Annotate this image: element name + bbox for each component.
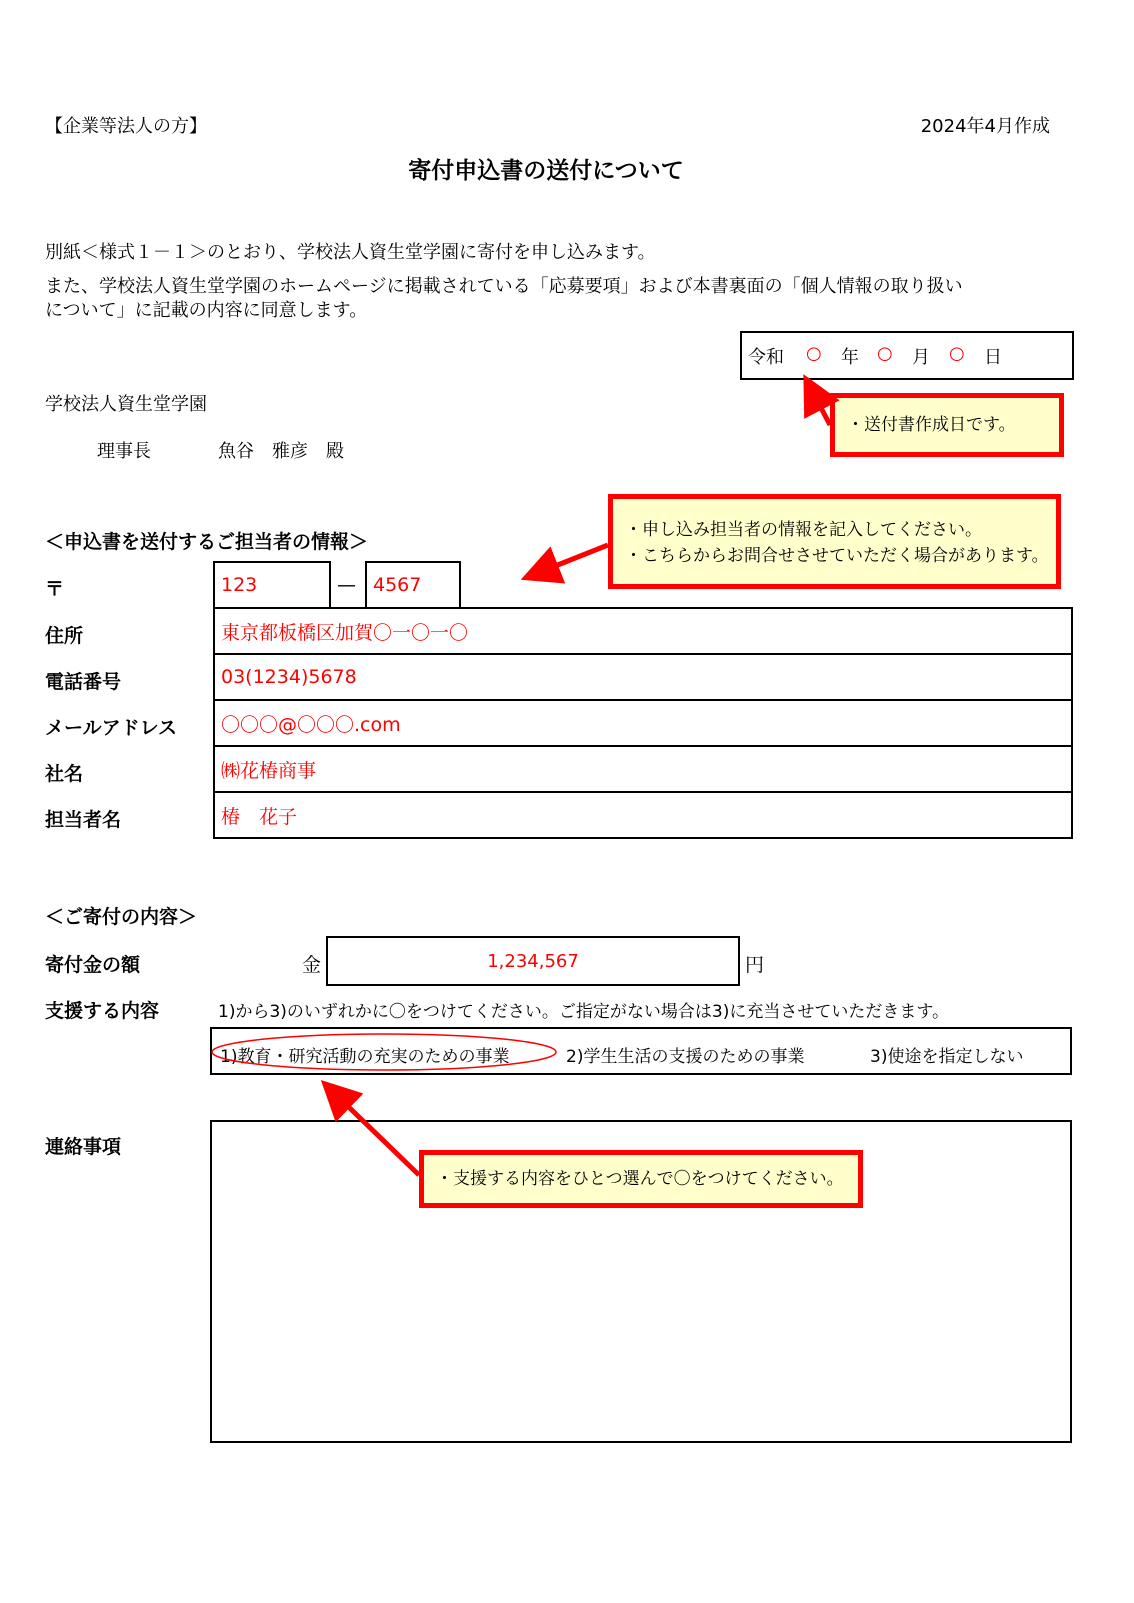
callout-contact-line-2: ・こちらからお問合せさせていただく場合があります。 <box>625 546 1049 566</box>
company-label: 社名 <box>45 763 84 785</box>
arrow-to-date <box>808 383 830 425</box>
page-title: 寄付申込書の送付について <box>408 158 684 184</box>
callout-contact-line-1: ・申し込み担当者の情報を記入してください。 <box>625 520 982 540</box>
postal-second-value: 4567 <box>373 574 422 596</box>
amount-value: 1,234,567 <box>487 950 579 972</box>
date-era: 令和 <box>748 347 784 368</box>
date-day-value[interactable]: ○ <box>949 343 965 364</box>
callout-support-text: ・支援する内容をひとつ選んで〇をつけてください。 <box>436 1169 844 1189</box>
arrow-to-postal <box>530 545 608 576</box>
postal-dash: — <box>337 574 356 596</box>
selection-circle <box>212 1034 556 1070</box>
arrow-to-option-1 <box>328 1087 419 1175</box>
intro-line-1: 別紙＜様式１－１＞のとおり、学校法人資生堂学園に寄付を申し込みます。 <box>45 242 656 263</box>
support-option-3[interactable]: 3)使途を指定しない <box>870 1047 1024 1067</box>
contact-heading: ＜申込書を送付するご担当者の情報＞ <box>45 531 369 553</box>
address-value: 東京都板橋区加賀〇一〇一〇 <box>221 621 469 644</box>
callout-date-text: ・送付書作成日です。 <box>847 415 1016 435</box>
donation-heading: ＜ご寄付の内容＞ <box>45 906 198 928</box>
intro-line-3: について」に記載の内容に同意します。 <box>45 300 368 321</box>
notes-label: 連絡事項 <box>45 1136 122 1158</box>
person-label: 担当者名 <box>45 809 122 831</box>
amount-label: 寄付金の額 <box>45 954 141 976</box>
postal-first-value: 123 <box>221 574 258 596</box>
person-value: 椿 花子 <box>221 805 298 828</box>
amount-unit: 円 <box>745 954 765 976</box>
phone-value: 03(1234)5678 <box>221 666 357 688</box>
phone-label: 電話番号 <box>45 671 122 693</box>
intro-line-2: また、学校法人資生堂学園のホームページに掲載されている「応募要項」および本書裏面の「個人情報の取り扱い <box>45 276 963 297</box>
audience-label: 【企業等法人の方】 <box>45 116 207 137</box>
support-option-1[interactable]: 1)教育・研究活動の充実のための事業 <box>220 1047 510 1067</box>
support-instruction: 1)から3)のいずれかに〇をつけてください。ご指定がない場合は3)に充当させていただきます。 <box>218 1002 949 1022</box>
date-year-value[interactable]: ○ <box>806 343 822 364</box>
created-date: 2024年4月作成 <box>920 116 1050 137</box>
postal-label: 〒 <box>45 578 65 600</box>
addressee-org: 学校法人資生堂学園 <box>45 394 207 415</box>
addressee-position: 理事長 <box>97 441 151 462</box>
addressee-name: 魚谷 雅彦 殿 <box>218 441 344 462</box>
address-label: 住所 <box>45 625 84 647</box>
date-day-label: 日 <box>984 347 1002 368</box>
date-month-value[interactable]: ○ <box>877 343 893 364</box>
support-option-2[interactable]: 2)学生生活の支援のための事業 <box>566 1047 805 1067</box>
date-month-label: 月 <box>912 347 930 368</box>
company-value: ㈱花椿商事 <box>221 759 317 782</box>
support-label: 支援する内容 <box>45 1000 160 1022</box>
email-label: メールアドレス <box>45 717 178 739</box>
email-value: 〇〇〇@〇〇〇.com <box>221 713 401 736</box>
date-year-label: 年 <box>841 347 859 368</box>
amount-prefix: 金 <box>302 954 322 976</box>
